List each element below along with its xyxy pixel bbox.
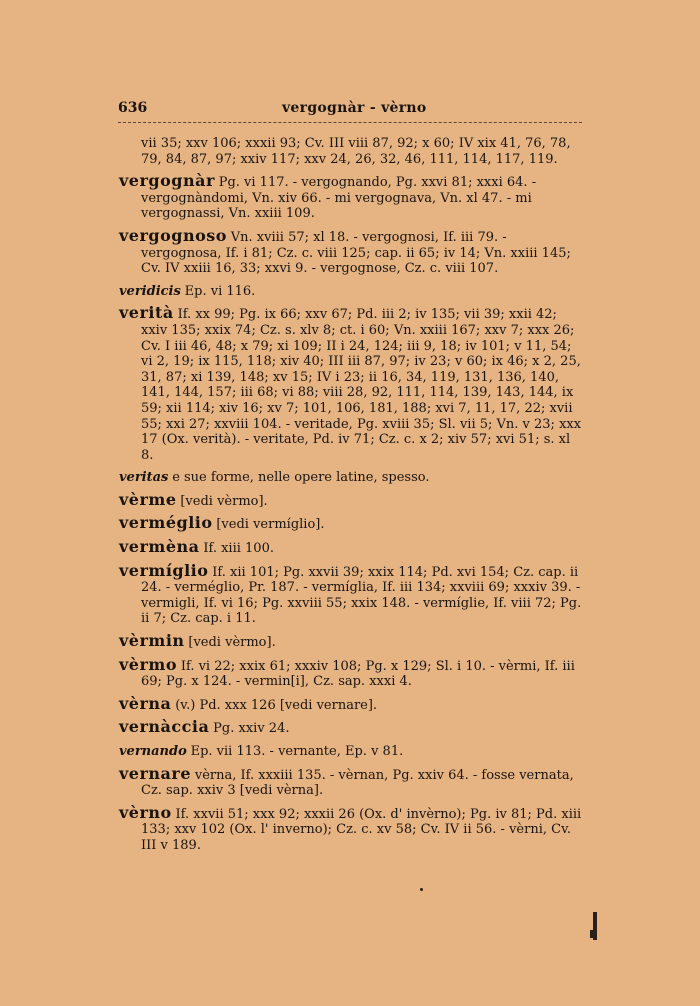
entry-vermiglio <box>119 560 583 627</box>
entry-vergognoso <box>119 225 583 277</box>
entry-vermo <box>119 654 583 690</box>
entry-headword: verméglio <box>119 513 213 533</box>
entry-headword: vernàccia <box>119 717 210 737</box>
entry-vernare <box>119 763 583 799</box>
entries-list <box>119 136 583 861</box>
entry-headword: veritas <box>119 470 169 486</box>
running-title: vergognàr - vèrno <box>282 100 427 116</box>
entry-vermeglio <box>119 513 583 533</box>
entry-text: If. xx 99; Pg. ix 66; xxv 67; Pd. iii 2; iv 135; vii 39; xxii 42; xxiv 135; xxix 74; Cz. s. xlv 8; ct. i 60; Vn. xxiii 167; xxv 7; xxx 26; Cv. I iii 46, 48; x 79; xi 109; II i 24, 124; iii 9, 18; iv 101; v 11, 54; vi 2, 19; ix 115, 118; xiv 40; III iii 87, 97; iv 23; v 60; ix 46; x 2, 25, 31, 87; xi 139, 148; xv 15; IV i 23; ii 16, 34, 119, 131, 136, 140, 141, 144, 157; iii 68; vi 88; viii 28, 92, 111, 114, 139, 143, 144, ix 59; xii 114; xiv 16; xv 7; 101, 106, 181, 188; xvi 7, 11, 17, 22; xvii 55; xxi 27; xxviii 104. - veritade, Pg. xviii 35; Sl. vii 5; Vn. v 23; xxx 17 (Ox. verità). - veritate, Pd. iv 71; Cz. c. x 2; xiv 57; xvi 51; s. xl 8. <box>141 307 582 463</box>
entry-text: [vedi vèrmo]. <box>188 635 276 651</box>
entry-text: Vn. xviii 57; xl 18. - vergognosi, If. iii 79. - vergognosa, If. i 81; Cz. c. viii 125; cap. ii 65; iv 14; Vn. xxiii 145; Cv. IV xxiii 16, 33; xxvi 9. - vergognose, Cz. c. viii 107. <box>141 229 571 277</box>
entry-headword: vernando <box>119 744 187 759</box>
ink-speck <box>420 888 423 891</box>
entry-verita <box>119 303 583 463</box>
entry-text: vii 35; xxv 106; xxxii 93; Cv. III viii 87, 92; x 60; IV xix 41, 76, 78, 79, 84, 87, 97; xxiv 117; xxv 24, 26, 32, 46, 111, 114, 117, 119. <box>141 136 571 167</box>
entry-veridicis <box>119 284 583 300</box>
entry-headword: vèrmo <box>119 654 178 674</box>
entry-text: If. xxvii 51; xxx 92; xxxii 26 (Ox. d' invèrno); Pg. iv 81; Pd. xiii 133; xxv 102 (Ox. l' inverno); Cz. c. xv 58; Cv. IV ii 56. - vèrni, Cv. III v 189. <box>141 806 582 853</box>
entry-text: Ep. vi 116. <box>184 283 256 299</box>
entry-headword: vergognoso <box>119 225 227 245</box>
entry-vernaccia <box>119 717 583 737</box>
entry-verna <box>119 693 583 714</box>
entry-headword: vergognàr <box>119 171 215 191</box>
entry-text: Ep. vii 113. - vernante, Ep. v 81. <box>190 744 404 759</box>
entry-vermin <box>119 631 583 651</box>
entry-headword: verità <box>119 303 174 323</box>
entry-headword: vèrmin <box>119 631 185 651</box>
entry-continuation <box>119 136 583 167</box>
entry-veritas <box>119 470 583 486</box>
entry-headword: vermíglio <box>119 560 209 580</box>
entry-text: If. xii 101; Pg. xxvii 39; xxix 114; Pd. xvi 154; Cz. cap. ii 24. - verméglio, Pr. 187. - vermíglia, If. iii 134; xxviii 69; xxxiv 39. - vermigli, If. vi 16; Pg. xxviii 55; xxix 148. - vermíglie, If. viii 72; Pg. ii 7; Cz. cap. i 11. <box>141 564 582 627</box>
entry-headword: vèrno <box>119 802 172 822</box>
entry-verno <box>119 802 583 854</box>
entry-text: [vedi vèrmo]. <box>180 493 268 509</box>
entry-text: If. xiii 100. <box>203 541 274 557</box>
page-header <box>118 100 582 120</box>
entry-vermena <box>119 537 583 557</box>
entry-text: Pg. xxiv 24. <box>213 721 290 737</box>
entry-text: If. vi 22; xxix 61; xxxiv 108; Pg. x 129; Sl. i 10. - vèrmi, If. iii 69; Pg. x 124. - vermin[i], Cz. sap. xxxi 4. <box>141 658 575 690</box>
entry-headword: vernare <box>119 763 192 783</box>
entry-headword: vèrna <box>119 693 172 713</box>
entry-text: vèrna, If. xxxiii 135. - vèrnan, Pg. xxiv 64. - fosse vernata, Cz. sap. xxiv 3 [vedi vèrna]. <box>141 767 574 799</box>
entry-headword: veridicis <box>119 283 181 299</box>
page-number: 636 <box>118 100 148 116</box>
entry-text: (v.) Pd. xxx 126 [vedi vernare]. <box>175 697 378 713</box>
entry-headword: vèrme <box>119 489 177 509</box>
entry-vergognar <box>119 171 583 222</box>
entry-verme <box>119 489 583 510</box>
entry-text: e sue forme, nelle opere latine, spesso. <box>172 470 430 486</box>
entry-headword: vermèna <box>119 537 200 557</box>
entry-text: [vedi vermíglio]. <box>216 517 325 533</box>
ink-mark <box>590 930 597 938</box>
entry-vernando <box>119 744 583 760</box>
header-rule <box>118 122 582 123</box>
entry-text: Pg. vi 117. - vergognando, Pg. xxvi 81; xxxi 64. - vergognàndomi, Vn. xiv 66. - mi vergognava, Vn. xl 47. - mi vergognassi, Vn. xxiii 109. <box>141 175 537 222</box>
